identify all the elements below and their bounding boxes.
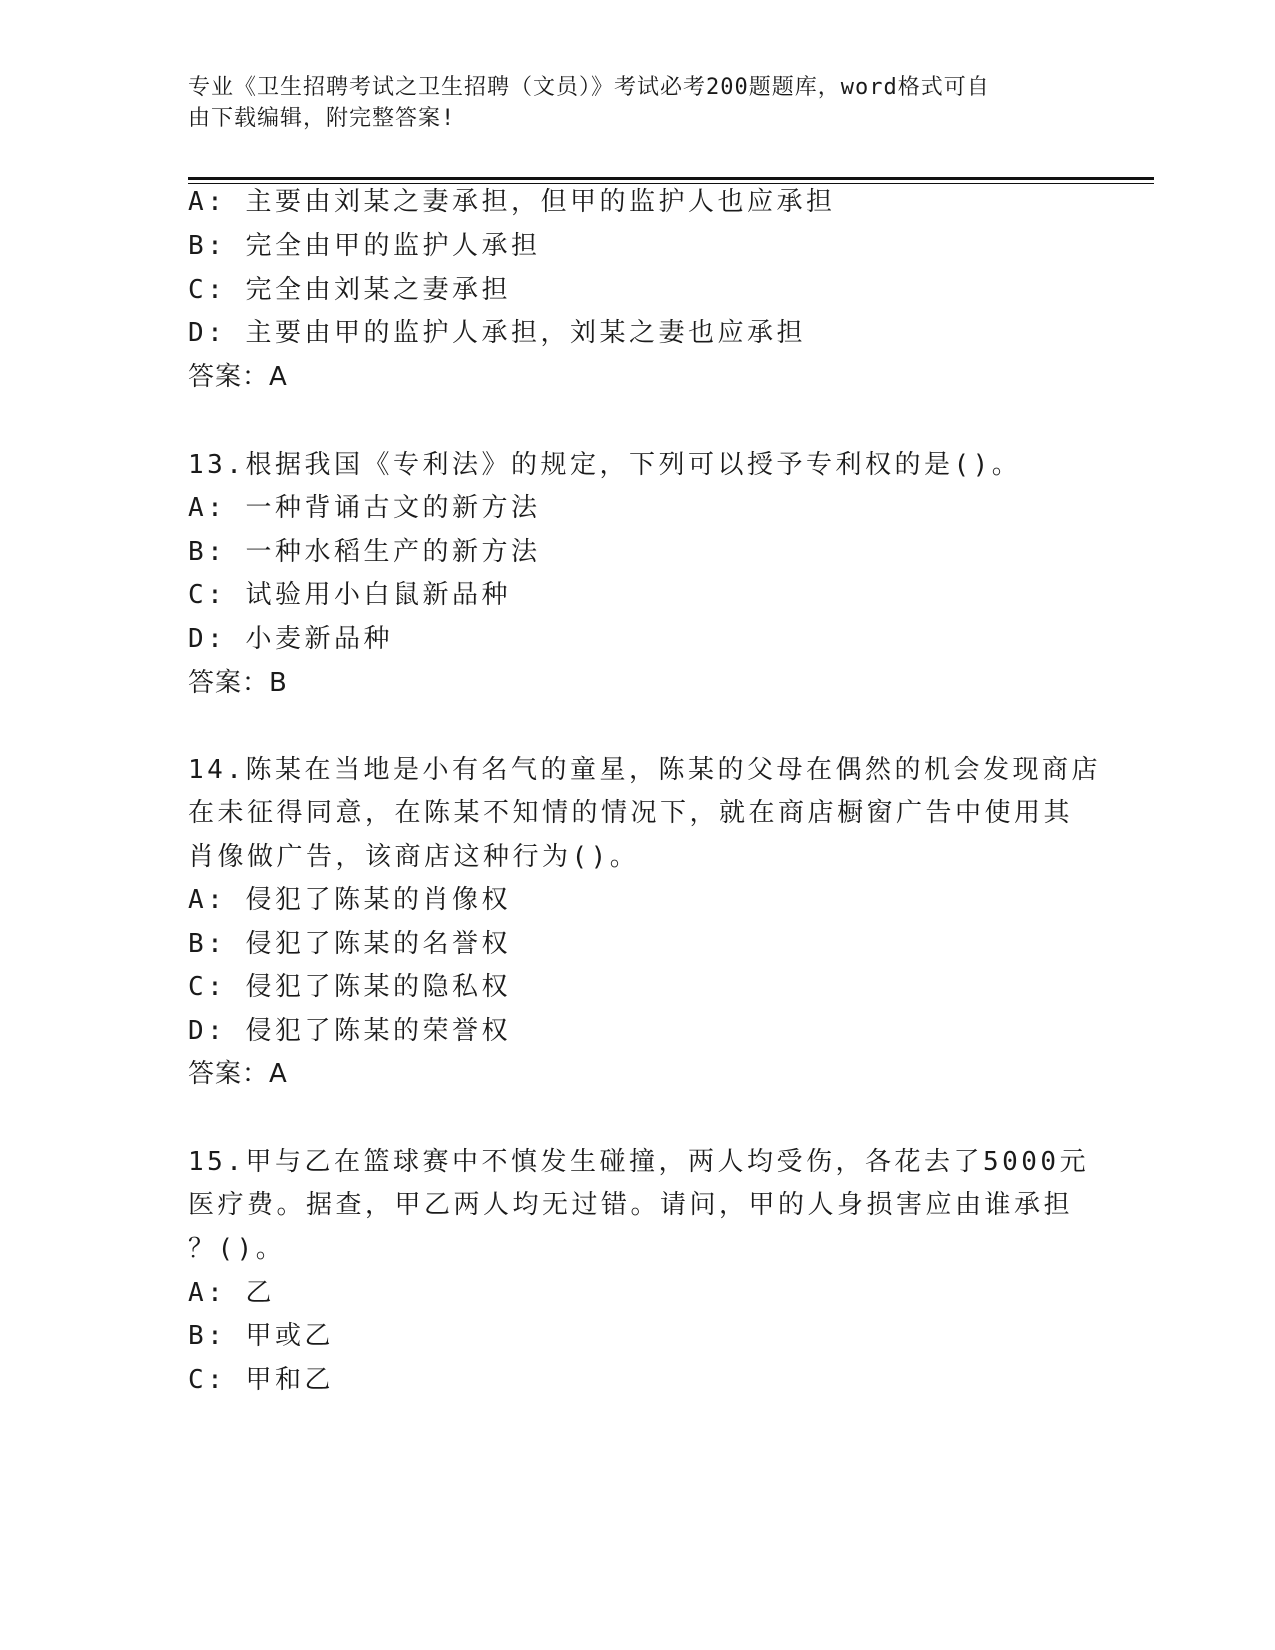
q12-option-c: C: 完全由刘某之妻承担 (188, 275, 511, 305)
q15-stem-line-3: ？()。 (188, 1234, 286, 1264)
q15-option-a: A: 乙 (188, 1278, 275, 1308)
q12-option-a: A: 主要由刘某之妻承担，但甲的监护人也应承担 (188, 187, 836, 217)
q14-option-d: D: 侵犯了陈某的荣誉权 (188, 1016, 511, 1046)
q15-stem-line-2: 医疗费。据查，甲乙两人均无过错。请问，甲的人身损害应由谁承担 (188, 1190, 1074, 1220)
q14-option-b: B: 侵犯了陈某的名誉权 (188, 929, 511, 959)
q14-answer: 答案：A (188, 1059, 288, 1089)
document-header (188, 72, 1068, 134)
q13-option-a: A: 一种背诵古文的新方法 (188, 493, 541, 523)
header-divider-thin (188, 183, 1154, 184)
q14-stem-line-1: 14.陈某在当地是小有名气的童星，陈某的父母在偶然的机会发现商店 (188, 755, 1101, 785)
q12-option-d: D: 主要由甲的监护人承担，刘某之妻也应承担 (188, 318, 806, 348)
header-line-2: 由下载编辑，附完整答案! (188, 106, 456, 131)
q14-stem-line-2: 在未征得同意，在陈某不知情的情况下，就在商店橱窗广告中使用其 (188, 798, 1074, 828)
q15-stem-line-1: 15.甲与乙在篮球赛中不慎发生碰撞，两人均受伤，各花去了5000元 (188, 1147, 1090, 1177)
q13-stem-line-1: 13.根据我国《专利法》的规定，下列可以授予专利权的是()。 (188, 450, 1022, 480)
q15-option-c: C: 甲和乙 (188, 1365, 334, 1395)
q13-option-c: C: 试验用小白鼠新品种 (188, 580, 511, 610)
q12-option-b: B: 完全由甲的监护人承担 (188, 231, 541, 261)
q13-option-d: D: 小麦新品种 (188, 624, 393, 654)
q13-answer: 答案：B (188, 668, 288, 698)
q14-option-a: A: 侵犯了陈某的肖像权 (188, 885, 511, 915)
q12-answer: 答案：A (188, 362, 288, 392)
q15-option-b: B: 甲或乙 (188, 1321, 334, 1351)
header-line-1: 专业《卫生招聘考试之卫生招聘（文员）》考试必考200题题库，word格式可自 (188, 75, 990, 100)
q14-option-c: C: 侵犯了陈某的隐私权 (188, 972, 511, 1002)
q14-stem-line-3: 肖像做广告，该商店这种行为()。 (188, 842, 640, 872)
header-divider-thick (188, 177, 1154, 180)
q13-option-b: B: 一种水稻生产的新方法 (188, 537, 541, 567)
